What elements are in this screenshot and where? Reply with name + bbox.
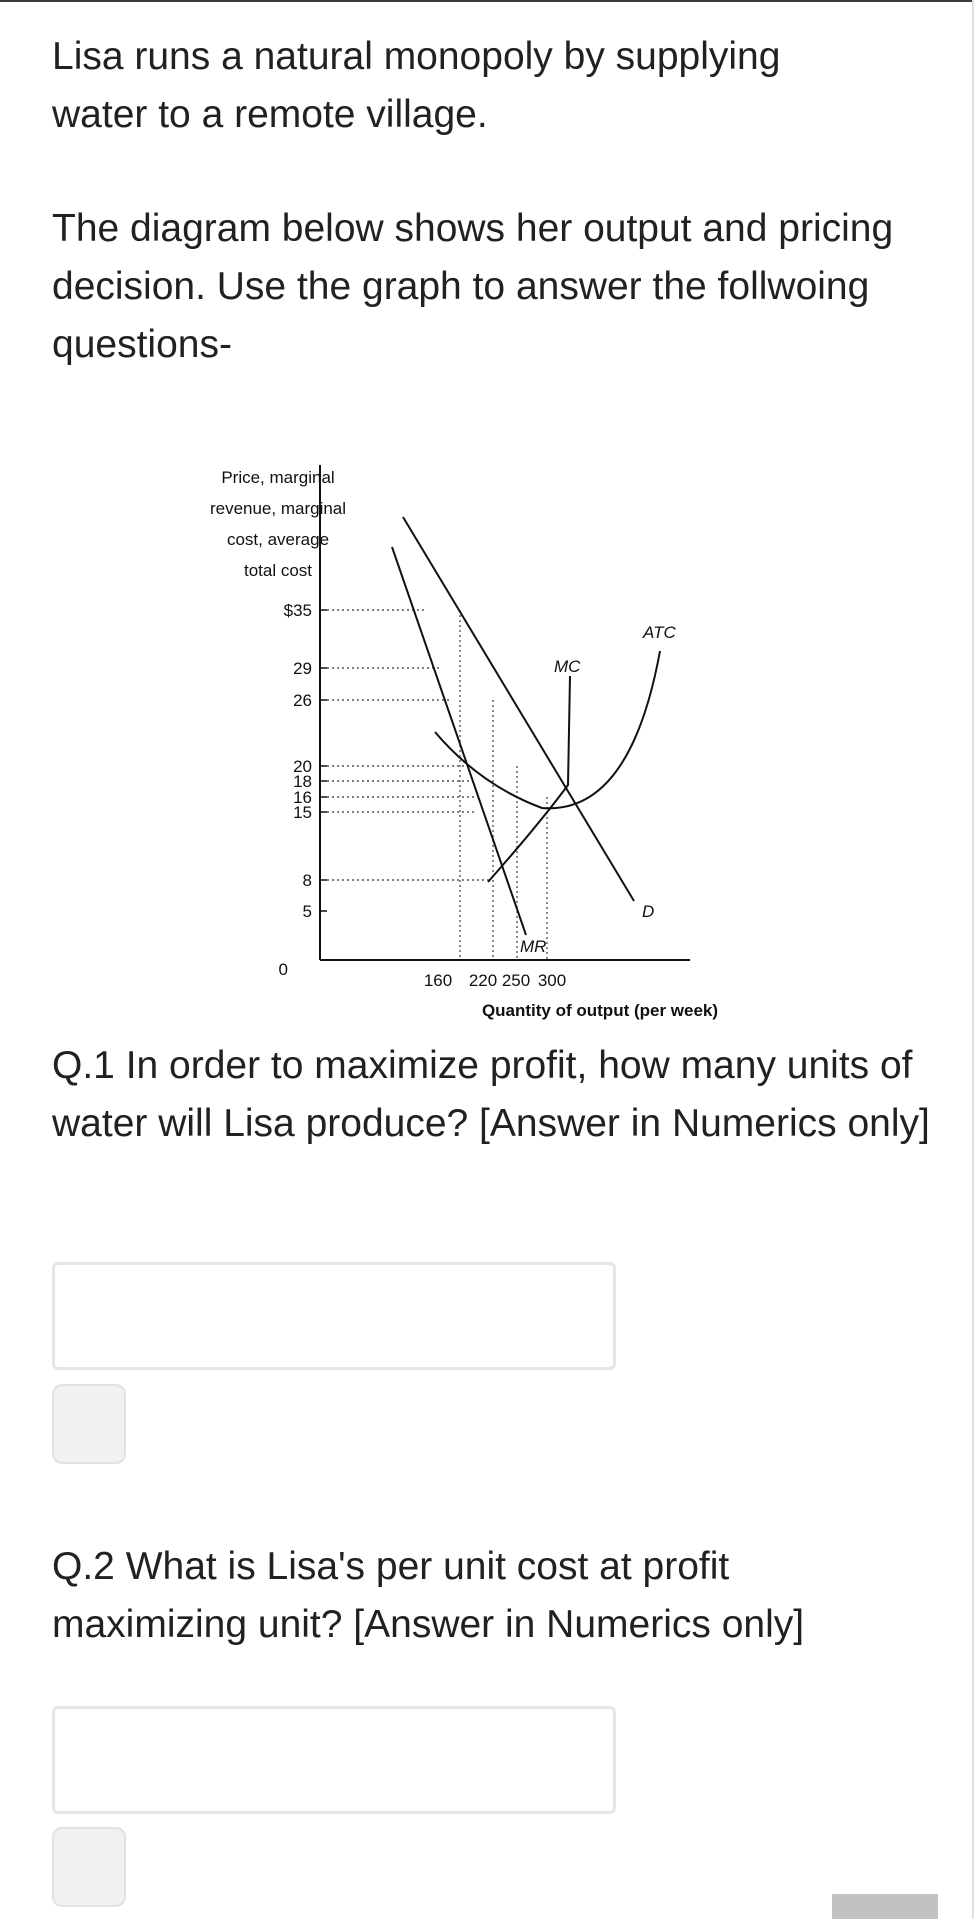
marginal-revenue-curve [392, 547, 526, 935]
y-axis-title-line: cost, average [226, 530, 330, 549]
intro-paragraph-2: The diagram below shows her output and pricing decision. Use the graph to answer the follwoing questions- [52, 207, 894, 366]
y-tick-label: 15 [293, 803, 312, 822]
top-border [0, 0, 974, 2]
y-tick-label: 29 [293, 659, 312, 678]
answer-2-input[interactable] [52, 1706, 616, 1814]
average-total-cost-curve [435, 651, 660, 808]
x-tick-label: 250 [501, 971, 531, 990]
answer-1-input[interactable] [52, 1262, 616, 1370]
answer-2-button[interactable] [52, 1827, 126, 1907]
y-axis-title-line: total cost [243, 561, 313, 580]
curves [392, 517, 676, 956]
marginal-revenue-label: MR [520, 937, 547, 956]
y-tick-label: 18 [293, 772, 312, 791]
question-2-text: Q.2 What is Lisa's per unit cost at profit maximizing unit? [Answer in Numerics only] [52, 1545, 805, 1646]
y-tick-label: $35 [283, 601, 312, 620]
y-tick-label: 20 [293, 757, 312, 776]
x-tick-label: 160 [423, 971, 453, 990]
y-axis-title [210, 468, 346, 580]
y-tick-label: 16 [293, 788, 312, 807]
monopoly-chart [190, 455, 719, 1035]
question-1-text: Q.1 In order to maximize profit, how many units of water will Lisa produce? [Answer in Numerics only] [52, 1044, 930, 1145]
x-tick-label: 220 [468, 971, 498, 990]
marginal-cost-curve [488, 676, 570, 882]
y-axis-title-line: revenue, marginal [209, 499, 347, 518]
y-tick-label: 26 [293, 691, 312, 710]
average-total-cost-label: ATC [643, 623, 676, 642]
y-tick-label: 0 [278, 960, 288, 979]
guide-lines [327, 610, 547, 960]
answer-1-button[interactable] [52, 1384, 126, 1464]
next-button[interactable] [832, 1894, 938, 1919]
marginal-cost-label: MC [554, 657, 581, 676]
y-tick-label: 8 [302, 871, 312, 890]
x-tick-label: 300 [537, 971, 567, 990]
x-ticks [424, 971, 566, 990]
demand-curve [403, 517, 634, 901]
y-axis-title-line: Price, marginal [221, 468, 335, 487]
intro-paragraph-1: Lisa runs a natural monopoly by supplying water to a remote village. [52, 35, 781, 136]
y-tick-label: 5 [302, 902, 312, 921]
x-axis-title: Quantity of output (per week) [481, 1001, 719, 1020]
demand-label: D [642, 902, 655, 921]
